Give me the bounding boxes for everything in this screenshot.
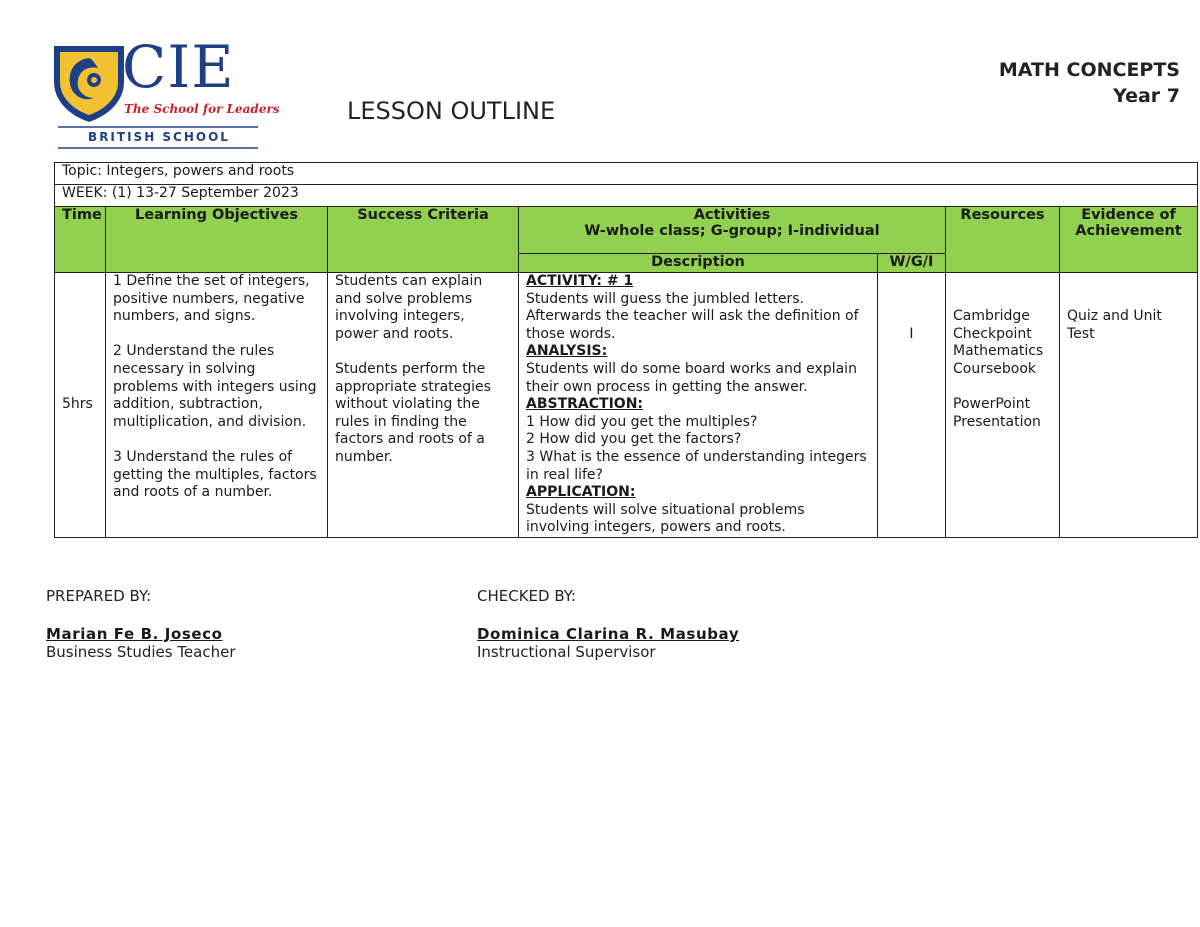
subject-block: [999, 57, 1180, 109]
time-cell: 5hrs: [55, 273, 106, 538]
activity-text: Students will guess the jumbled letters. Afterwards the teacher will ask the definition of those words.: [526, 290, 859, 342]
header-description: Description: [519, 254, 878, 273]
evidence-cell: Quiz and Unit Test: [1060, 273, 1198, 538]
logo-divider: [58, 126, 258, 128]
checked-by-block: [477, 587, 739, 661]
topic-row: Topic: Integers, powers and roots: [55, 163, 1198, 185]
header-objectives: Learning Objectives: [106, 207, 328, 273]
question-item: 1 How did you get the multiples?: [526, 413, 758, 430]
description-cell: [519, 273, 878, 538]
analysis-label: ANALYSIS:: [526, 343, 608, 360]
resources-cell: [946, 273, 1060, 538]
page-title: LESSON OUTLINE: [347, 97, 556, 125]
logo-tagline: The School for Leaders: [124, 102, 280, 116]
subject-year: Year 7: [1113, 85, 1180, 107]
prepared-by-role: Business Studies Teacher: [46, 643, 236, 661]
application-label: APPLICATION:: [526, 484, 636, 501]
criteria-item: Students can explain and solve problems involving integers, power and roots.: [335, 273, 483, 342]
week-row: WEEK: (1) 13-27 September 2023: [55, 185, 1198, 207]
abstraction-label: ABSTRACTION:: [526, 396, 644, 413]
prepared-by-block: [46, 587, 236, 661]
criteria-item: Students perform the appropriate strategies without violating the rules in finding the factors and roots of a number.: [335, 360, 491, 465]
header-activities: [519, 207, 946, 254]
analysis-text: Students will do some board works and explain their own process in getting the answer.: [526, 360, 857, 395]
application-text: Students will solve situational problems involving integers, powers and roots.: [526, 501, 805, 536]
header-resources: Resources: [946, 207, 1060, 273]
checked-by-label: CHECKED BY:: [477, 587, 577, 605]
question-item: 3 What is the essence of understanding integers in real life?: [526, 448, 867, 483]
objective-item: 2 Understand the rules necessary in solving problems with integers using addition, subtraction, multiplication, and division.: [113, 343, 317, 430]
logo-brand: CIE: [122, 33, 235, 101]
prepared-by-name: Marian Fe B. Joseco: [46, 625, 223, 643]
checked-by-name: Dominica Clarina R. Masubay: [477, 625, 740, 643]
subject-name: MATH CONCEPTS: [998, 59, 1180, 81]
objective-item: 3 Understand the rules of getting the multiples, factors and roots of a number.: [113, 448, 317, 501]
resource-item: Cambridge Checkpoint Mathematics Coursebook: [953, 308, 1044, 377]
wgi-cell: I: [878, 273, 946, 538]
logo-school-name: BRITISH SCHOOL: [88, 130, 230, 144]
objective-item: 1 Define the set of integers, positive numbers, negative numbers, and signs.: [113, 273, 310, 325]
activities-legend: W-whole class; G-group; I-individual: [584, 223, 880, 239]
school-logo: [52, 33, 280, 152]
header-time: Time: [55, 207, 106, 273]
criteria-cell: [328, 273, 519, 538]
shield-crest-icon: [52, 44, 126, 124]
logo-divider: [58, 147, 258, 149]
activity-label: ACTIVITY: # 1: [526, 273, 634, 289]
header-criteria: Success Criteria: [328, 207, 519, 273]
checked-by-role: Instructional Supervisor: [477, 643, 656, 661]
lesson-table: [54, 162, 1198, 538]
activities-title: Activities: [693, 207, 771, 223]
objectives-cell: [106, 273, 328, 538]
header-evidence: Evidence of Achievement: [1060, 207, 1198, 273]
prepared-by-label: PREPARED BY:: [46, 587, 152, 605]
question-item: 2 How did you get the factors?: [526, 431, 742, 448]
resource-item: PowerPoint Presentation: [953, 395, 1041, 430]
header-wgi: W/G/I: [878, 254, 946, 273]
